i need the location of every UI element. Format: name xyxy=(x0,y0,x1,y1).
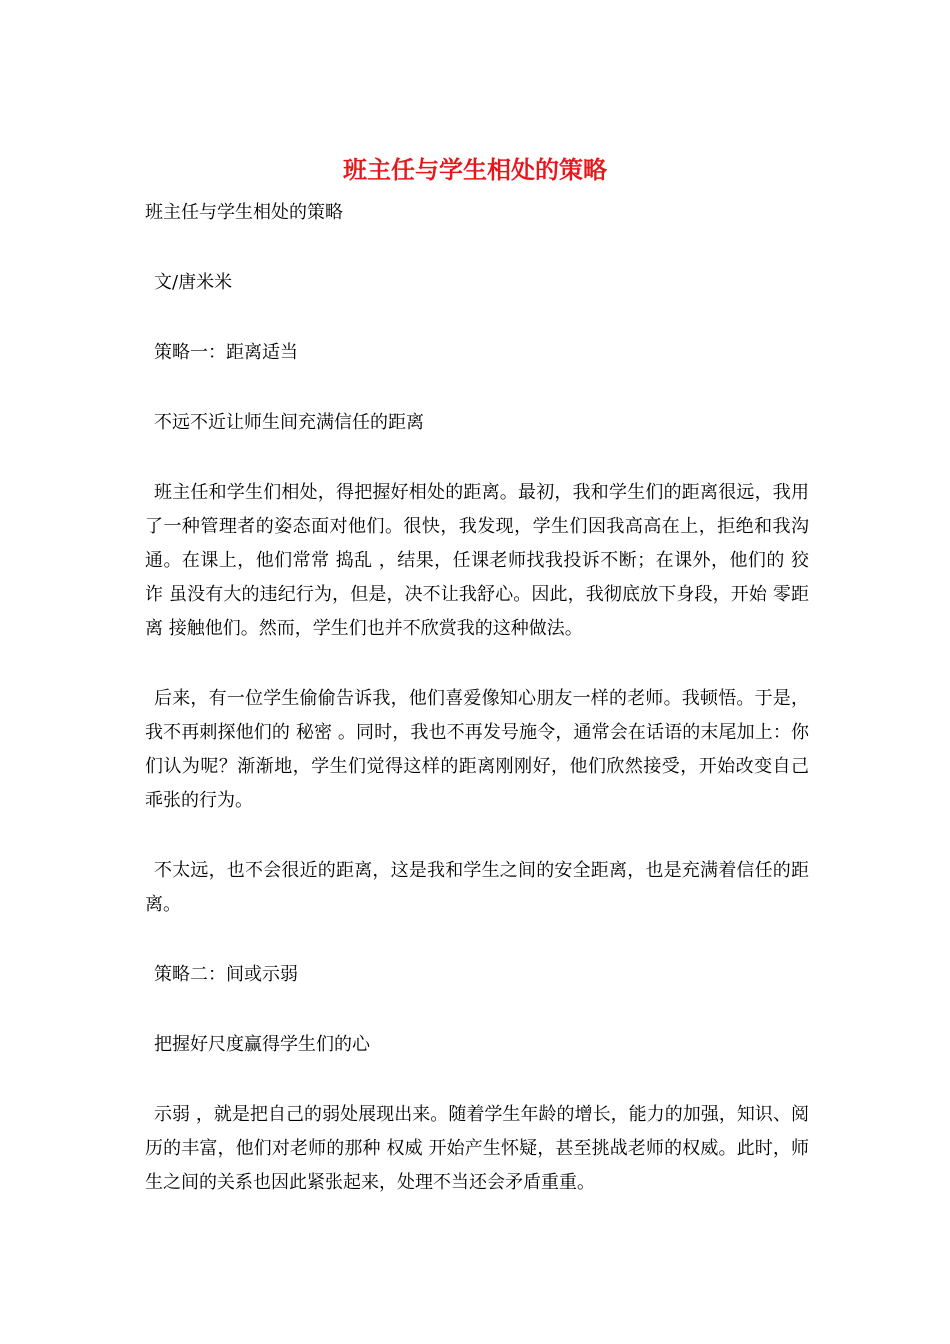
author-line: 文/唐米米 xyxy=(154,272,233,293)
document-body xyxy=(145,196,809,1200)
spacer xyxy=(145,230,809,266)
section1-paragraph-2: 后来，有一位学生偷偷告诉我，他们喜爱像知心朋友一样的老师。我顿悟。于是，我不再刺探他们的 秘密 。同时，我也不再发号施令，通常会在话语的末尾加上：你们认为呢？渐渐地，学生们觉得这样的距离刚刚好，他们欣然接受，开始改变自己乖张的行为。 xyxy=(145,688,809,811)
section2-subheading: 把握好尺度赢得学生们的心 xyxy=(154,1034,370,1055)
spacer xyxy=(145,646,809,682)
spacer xyxy=(145,440,809,476)
spacer xyxy=(145,300,809,336)
section2-paragraph-1: 示弱 ，就是把自己的弱处展现出来。随着学生年龄的增长，能力的加强，知识、阅历的丰富，他们对老师的那种 权威 开始产生怀疑，甚至挑战老师的权威。此时，师生之间的关系也因此紧张起来，处理不当还会矛盾重重。 xyxy=(145,1104,809,1193)
spacer xyxy=(145,922,809,958)
section1-heading: 策略一：距离适当 xyxy=(154,342,298,363)
spacer xyxy=(145,1062,809,1098)
spacer xyxy=(145,992,809,1028)
document-subtitle: 班主任与学生相处的策略 xyxy=(145,202,343,223)
document-title: 班主任与学生相处的策略 xyxy=(343,155,607,184)
section2-heading: 策略二：间或示弱 xyxy=(154,964,298,985)
spacer xyxy=(145,370,809,406)
section1-paragraph-3: 不太远，也不会很近的距离，这是我和学生之间的安全距离，也是充满着信任的距离。 xyxy=(145,860,809,915)
section1-paragraph-1: 班主任和学生们相处，得把握好相处的距离。最初，我和学生们的距离很远，我用了一种管理者的姿态面对他们。很快，我发现，学生们因我高高在上，拒绝和我沟通。在课上，他们常常 捣乱 ，结果，任课老师找我投诉不断；在课外，他们的 狡诈 虽没有大的违纪行为，但是，决不让我舒心。因此，我彻底放下身段，开始 零距离 接触他们。然而，学生们也并不欣赏我的这种做法。 xyxy=(145,482,809,639)
spacer xyxy=(145,818,809,854)
section1-subheading: 不远不近让师生间充满信任的距离 xyxy=(154,412,424,433)
